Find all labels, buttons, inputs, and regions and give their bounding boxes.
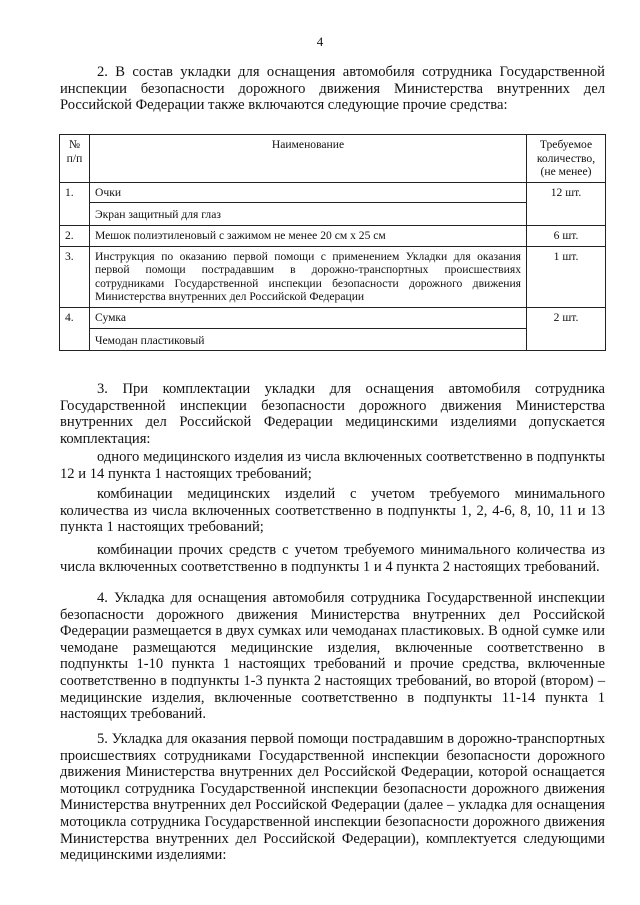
table-row (60, 246, 606, 307)
supplies-table (59, 134, 606, 351)
row-qty: 1 шт. (527, 246, 606, 307)
row-qty: 6 шт. (527, 225, 606, 246)
header-name: Наименование (90, 135, 527, 183)
header-qty: Требуемое количество, (не менее) (527, 135, 606, 183)
paragraph-4: 4. Укладка для оснащения автомобиля сотрудника Государственной инспекции безопасности дорожного движения Министерства внутренних дел Российской Федерации размещается в двух сумках или чемоданах пластиковых. В одной сумке или чемодане размещаются медицинские изделия, включенные соответственно в подпункты 1-10 пункта 1 настоящих требований и прочие средства, включенные соответственно в подпункты 1-3 пункта 2 настоящих требований, во второй (втором) – медицинские изделия, включенные соответственно в подпункты 11-14 пункта 1 настоящих требований. (60, 590, 605, 723)
row-name-cell (90, 246, 527, 307)
item-name: Сумка (95, 310, 127, 324)
row-name-cell (90, 307, 527, 350)
row-num: 1. (60, 182, 90, 225)
row-name-cell (90, 182, 527, 225)
row-qty: 2 шт. (527, 307, 606, 350)
paragraph-3-item-3: комбинации прочих средств с учетом требуемого минимального количества из числа включенных соответственно в подпункты 1 и 4 пункта 2 настоящих требований. (60, 542, 605, 575)
paragraph-5: 5. Укладка для оказания первой помощи пострадавшим в дорожно-транспортных происшествиях сотрудниками Государственной инспекции безопасности дорожного движения Министерства внутренних дел Российской Федерации, которой оснащается мотоцикл сотрудника Государственной инспекции безопасности дорожного движения Министерства внутренних дел Российской Федерации (далее – укладка для оснащения мотоцикла сотрудника Государственной инспекции безопасности дорожного движения Министерства внутренних дел Российской Федерации), комплектуется следующими медицинскими изделиями: (60, 731, 605, 864)
table-row (60, 307, 606, 350)
item-name: Чемодан пластиковый (90, 328, 526, 348)
row-qty: 12 шт. (527, 182, 606, 225)
row-num: 3. (60, 246, 90, 307)
table-row (60, 182, 606, 225)
page-number: 4 (316, 34, 324, 49)
item-name: Мешок полиэтиленовый с зажимом не менее 20 см х 25 см (95, 228, 386, 242)
item-name: Очки (95, 185, 122, 199)
paragraph-3-item-1: одного медицинского изделия из числа включенных соответственно в подпункты 12 и 14 пункта 1 настоящих требований; (60, 449, 605, 482)
item-name: Инструкция по оказанию первой помощи с применением Укладки для оказания первой помощи пострадавшим в дорожно-транспортных происшествиях сотрудниками Государственной инспекции безопасности дорожного движения Министерства внутренних дел Российской Федерации (95, 249, 521, 304)
header-num: № п/п (60, 135, 90, 183)
paragraph-3: 3. При комплектации укладки для оснащения автомобиля сотрудника Государственной инспекции безопасности дорожного движения Министерства внутренних дел Российской Федерации медицинскими изделиями допускается комплектация: (60, 381, 605, 447)
row-num: 2. (60, 225, 90, 246)
paragraph-2: 2. В состав укладки для оснащения автомобиля сотрудника Государственной инспекции безопасности дорожного движения Министерства внутренних дел Российской Федерации также включаются следующие прочие средства: (60, 64, 605, 114)
row-num: 4. (60, 307, 90, 350)
paragraph-3-item-2: комбинации медицинских изделий с учетом требуемого минимального количества из числа включенных соответственно в подпункты 1, 2, 4-6, 8, 10, 11 и 13 пункта 1 настоящих требований; (60, 486, 605, 536)
table-row (60, 225, 606, 246)
table-header-row (60, 135, 606, 183)
item-name: Экран защитный для глаз (90, 202, 526, 222)
row-name-cell (90, 225, 527, 246)
